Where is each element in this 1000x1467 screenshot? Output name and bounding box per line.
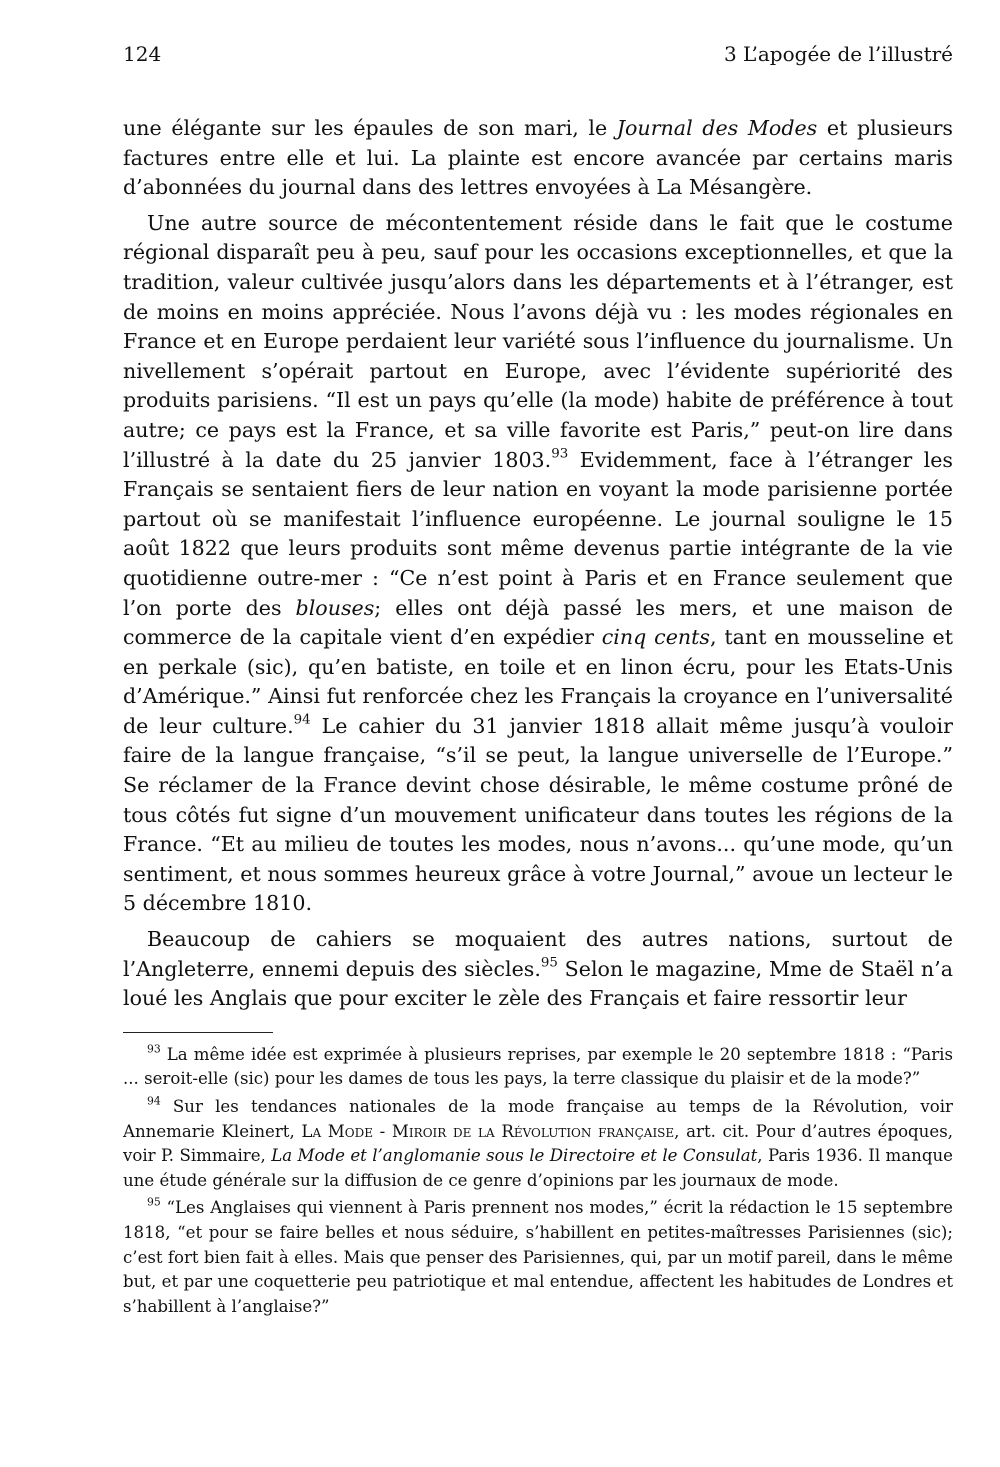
text-run: ; elles ont déjà passé les mers, et une maison de commerce de la capitale vient d’en expédier — [123, 595, 953, 650]
footnote-text: , art. cit. Pour d’autres époques, voir P. Simmaire, — [123, 1121, 953, 1166]
cited-book-title: La Mode et l’anglomanie sous le Directoire et le Consulat — [271, 1146, 758, 1166]
text-run: et plusieurs factures entre elle et lui. La plainte est encore avancée par certains maris d’abonnées du journal dans des lettres envoyées à La Mésangère. — [123, 116, 953, 200]
footnote-93 — [123, 1043, 953, 1092]
journal-title: Journal des Modes — [616, 116, 818, 140]
running-title: 3 L’apogée de l’illustré — [723, 42, 953, 66]
footnote-number: 94 — [147, 1094, 161, 1108]
footnote-ref-94: 94 — [293, 712, 311, 728]
text-run: Le cahier du 31 janvier 1818 allait même jusqu’à vouloir faire de la langue française, “s’il se peut, la langue universelle de l’Europe.” Se réclamer de la France devint chose désirable, le même costume prôné de tous côtés fut signe d’un mouvement unificateur dans toutes les régions de la France. “Et au milieu de toutes les modes, nous n’avons... qu’une mode, qu’un sentiment, et nous sommes heureux grâce à votre Journal,” avoue un lecteur le 5 décembre 1810. — [123, 713, 953, 916]
main-text — [123, 114, 953, 1014]
text-run: Beaucoup de cahiers se moquaient des autres nations, surtout de l’Angleterre, ennemi depuis des siècles. — [123, 927, 953, 981]
footnote-text: La même idée est exprimée à plusieurs reprises, par exemple le 20 septembre 1818 : “Paris ... seroit-elle (sic) pour les dames de tous les pays, la terre classique du plaisir et de la mode?” — [123, 1044, 953, 1089]
italic-blouses: blouses — [295, 595, 375, 620]
text-run: une élégante sur les épaules de son mari, le — [123, 116, 617, 140]
paragraph-1 — [123, 114, 953, 203]
footnote-text: “Les Anglaises qui viennent à Paris prennent nos modes,” écrit la rédaction le 15 septembre 1818, “et pour se faire belles et nous séduire, s’habillent en petites-maîtresses Parisiennes (sic); c’est fort bien fait à elles. Mais que penser des Parisiennes, qui, par un motif pareil, dans le même but, et par une coquetterie peu patriotique et mal entendue, affectent les habitudes de Londres et s’habillent à l’anglaise?” — [123, 1198, 953, 1316]
footnote-text: Sur les tendances nationales de la mode française au temps de la Révolution, voir Annemarie Kleinert, — [123, 1097, 953, 1141]
page-header — [123, 42, 953, 82]
footnote-divider — [123, 1032, 273, 1033]
paragraph-2 — [123, 209, 953, 919]
text-run: Evidemment, face à l’étranger les Français se sentaient fiers de leur nation en voyant la mode parisienne portée partout où se manifestait l’influence européenne. Le journal souligne le 15 août 1822 que leurs produits sont même devenus partie intégrante de la vie quotidienne outre-mer : “Ce n’est point à Paris et en France seulement que l’on porte des — [123, 447, 953, 620]
footnote-number: 93 — [147, 1042, 161, 1056]
text-run: Une autre source de mécontentement réside dans le fait que le costume régional disparaît peu à peu, sauf pour les occasions exceptionnelles, et que la tradition, valeur cultivée jusqu’alors dans les départements et à l’étranger, est de moins en moins appréciée. Nous l’avons déjà vu : les modes régionales en France et en Europe perdaient leur variété sous l’influence du journalisme. Un nivellement s’opérait partout en Europe, avec l’évidente supériorité des produits parisiens. “Il est un pays qu’elle (la mode) habite de préférence à tout autre; ce pays est la France, et sa ville favorite est Paris,” peut-on lire dans l’illustré à la date du 25 janvier 1803. — [123, 210, 953, 472]
text-run: , tant en mousseline et en perkale (sic), qu’en batiste, en toile et en linon écru, pour les Etats-Unis d’Amérique.” Ainsi fut renforcée chez les Français la croyance en l’universalité de leur culture. — [123, 625, 953, 738]
book-page — [123, 42, 953, 1319]
footnote-text: , Paris 1936. Il manque une étude générale sur la diffusion de ce genre d’opinions par les journaux de mode. — [123, 1146, 953, 1190]
paragraph-3 — [123, 925, 953, 1014]
footnote-95 — [123, 1196, 953, 1319]
footnote-94 — [123, 1095, 953, 1193]
footnotes — [123, 1043, 953, 1320]
italic-cinq-cents: cinq cents — [601, 625, 710, 650]
footnote-ref-95: 95 — [540, 955, 558, 971]
cited-article-title: La Mode - Miroir de la Révolution française — [301, 1121, 675, 1141]
footnote-ref-93: 93 — [551, 446, 569, 462]
page-number: 124 — [123, 42, 162, 66]
footnote-number: 95 — [147, 1195, 161, 1209]
text-run: Selon le magazine, Mme de Staël n’a loué les Anglais que pour exciter le zèle des Français et faire ressortir leur — [123, 956, 953, 1011]
